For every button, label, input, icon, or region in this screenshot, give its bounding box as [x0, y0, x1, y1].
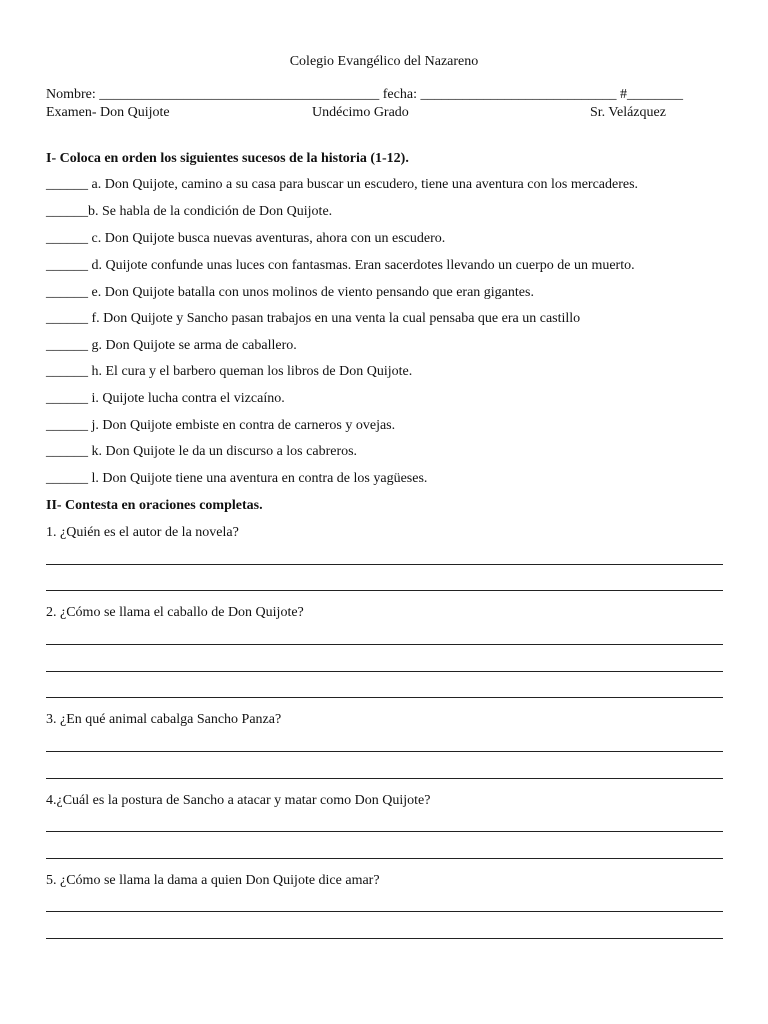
answer-line[interactable]	[46, 938, 723, 939]
order-item: ______ k. Don Quijote le da un discurso a los cabreros.	[46, 444, 358, 459]
question-5: 5. ¿Cómo se llama la dama a quien Don Quijote dice amar?	[46, 873, 380, 888]
grade-label: Undécimo Grado	[312, 105, 409, 120]
answer-line[interactable]	[46, 831, 723, 832]
order-item: ______ e. Don Quijote batalla con unos molinos de viento pensando que eran gigantes.	[46, 285, 534, 300]
question-3: 3. ¿En qué animal cabalga Sancho Panza?	[46, 712, 282, 727]
section-2-heading: II- Contesta en oraciones completas.	[46, 498, 263, 513]
answer-line[interactable]	[46, 564, 723, 565]
name-date-line: Nombre: ________________________________________ fecha: ____________________________ #________	[46, 87, 683, 102]
question-4: 4.¿Cuál es la postura de Sancho a atacar y matar como Don Quijote?	[46, 793, 431, 808]
answer-line[interactable]	[46, 644, 723, 645]
order-item: ______ d. Quijote confunde unas luces con fantasmas. Eran sacerdotes llevando un cuerpo de un muerto.	[46, 258, 635, 273]
answer-line[interactable]	[46, 751, 723, 752]
answer-line[interactable]	[46, 911, 723, 912]
answer-line[interactable]	[46, 590, 723, 591]
section-1-heading: I- Coloca en orden los siguientes sucesos de la historia (1-12).	[46, 151, 409, 166]
exam-title: Examen- Don Quijote	[46, 105, 170, 120]
order-item: ______ i. Quijote lucha contra el vizcaíno.	[46, 391, 285, 406]
order-item: ______ c. Don Quijote busca nuevas aventuras, ahora con un escudero.	[46, 231, 446, 246]
teacher-name: Sr. Velázquez	[590, 105, 666, 120]
order-item: ______ g. Don Quijote se arma de caballero.	[46, 338, 297, 353]
order-item: ______ a. Don Quijote, camino a su casa para buscar un escudero, tiene una aventura con los mercaderes.	[46, 177, 639, 192]
question-2: 2. ¿Cómo se llama el caballo de Don Quijote?	[46, 605, 304, 620]
order-item: ______ h. El cura y el barbero queman los libros de Don Quijote.	[46, 364, 413, 379]
answer-line[interactable]	[46, 858, 723, 859]
school-title: Colegio Evangélico del Nazareno	[289, 54, 479, 69]
order-item: ______ j. Don Quijote embiste en contra de carneros y ovejas.	[46, 418, 396, 433]
order-item: ______ f. Don Quijote y Sancho pasan trabajos en una venta la cual pensaba que era un castillo	[46, 311, 581, 326]
question-1: 1. ¿Quién es el autor de la novela?	[46, 525, 239, 540]
order-item: ______ l. Don Quijote tiene una aventura en contra de los yagüeses.	[46, 471, 428, 486]
order-item: ______b. Se habla de la condición de Don Quijote.	[46, 204, 333, 219]
answer-line[interactable]	[46, 778, 723, 779]
answer-line[interactable]	[46, 671, 723, 672]
answer-line[interactable]	[46, 697, 723, 698]
